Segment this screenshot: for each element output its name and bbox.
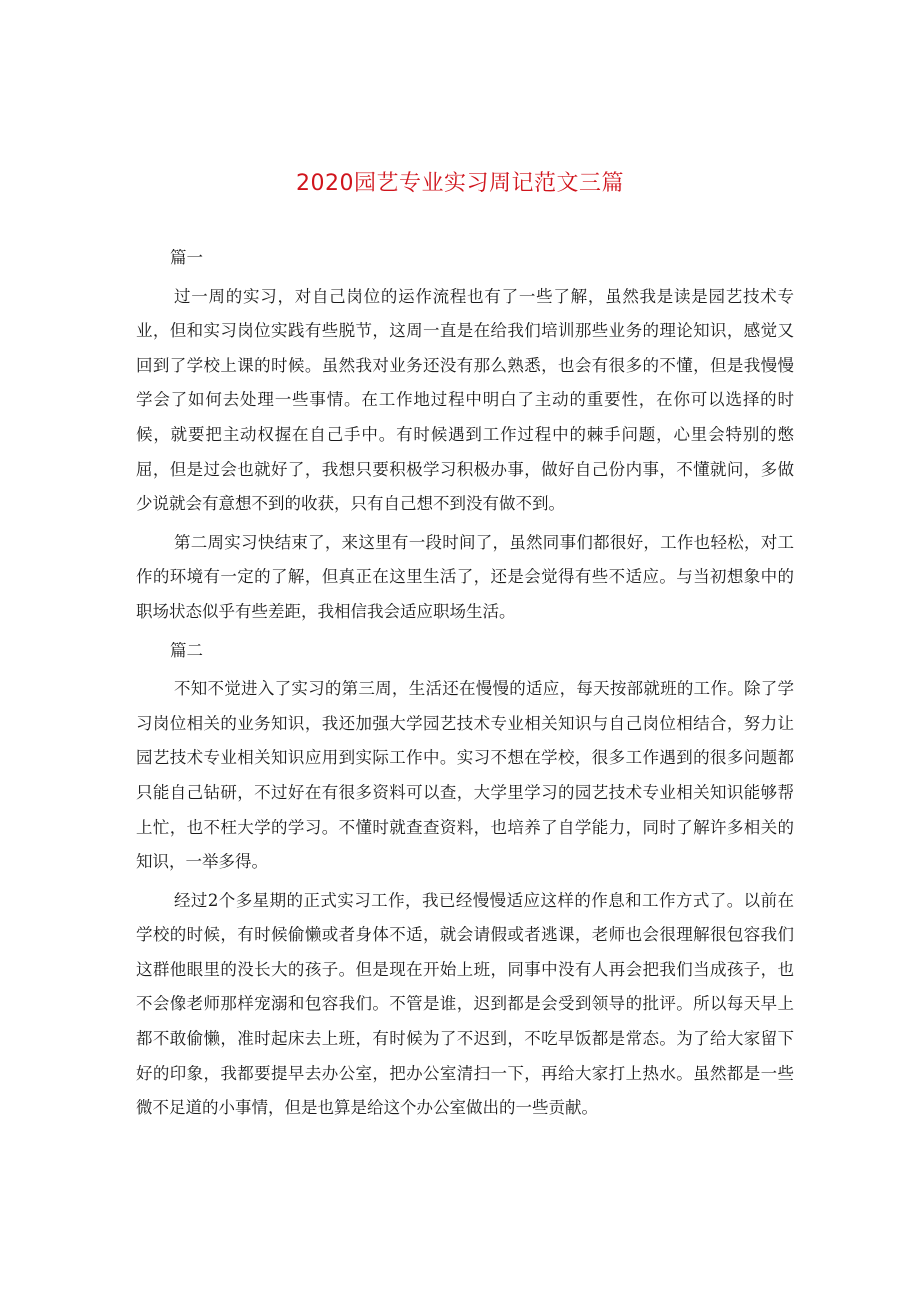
section-heading: 篇二 <box>170 640 203 660</box>
paragraph: 第二周实习快结束了，来这里有一段时间了，虽然同事们都很好，工作也轻松，对工作的环境有一定的了解，但真正在这里生活了，还是会觉得有些不适应。与当初想象中的职场状态似乎有些差距，我相信我会适应职场生活。 <box>136 532 794 621</box>
paragraph: 不知不觉进入了实习的第三周，生活还在慢慢的适应，每天按部就班的工作。除了学习岗位相关的业务知识，我还加强大学园艺技术专业相关知识与自己岗位相结合，努力让园艺技术专业相关知识应用到实际工作中。实习不想在学校，很多工作遇到的很多问题都只能自己钻研，不过好在有很多资料可以查，大学里学习的园艺技术专业相关知识能够帮上忙，也不枉大学的学习。不懂时就查查资料，也培养了自学能力，同时了解许多相关的知识，一举多得。 <box>136 679 794 872</box>
paragraph: 经过2个多星期的正式实习工作，我已经慢慢适应这样的作息和工作方式了。以前在学校的时候，有时候偷懒或者身体不适，就会请假或者逃课，老师也会很理解很包容我们这群他眼里的没长大的孩子。但是现在开始上班，同事中没有人再会把我们当成孩子，也不会像老师那样宠溺和包容我们。不管是谁，迟到都是会受到领导的批评。所以每天早上都不敢偷懒，准时起床去上班，有时候为了不迟到，不吃早饭都是常态。为了给大家留下好的印象，我都要提早去办公室，把办公室清扫一下，再给大家打上热水。虽然都是一些微不足道的小事情，但是也算是给这个办公室做出的一些贡献。 <box>136 890 794 1118</box>
document-body <box>136 241 794 1130</box>
document-title: 2020园艺专业实习周记范文三篇 <box>296 171 624 196</box>
paragraph: 过一周的实习，对自己岗位的运作流程也有了一些了解，虽然我是读是园艺技术专业，但和实习岗位实践有些脱节，这周一直是在给我们培训那些业务的理论知识，感觉又回到了学校上课的时候。虽然我对业务还没有那么熟悉，也会有很多的不懂，但是我慢慢学会了如何去处理一些事情。在工作地过程中明白了主动的重要性，在你可以选择的时候，就要把主动权握在自己手中。有时候遇到工作过程中的棘手问题，心里会特别的憋屈，但是过会也就好了，我想只要积极学习积极办事，做好自己份内事，不懂就问，多做少说就会有意想不到的收获，只有自己想不到没有做不到。 <box>136 286 794 514</box>
section-heading: 篇一 <box>170 248 203 267</box>
